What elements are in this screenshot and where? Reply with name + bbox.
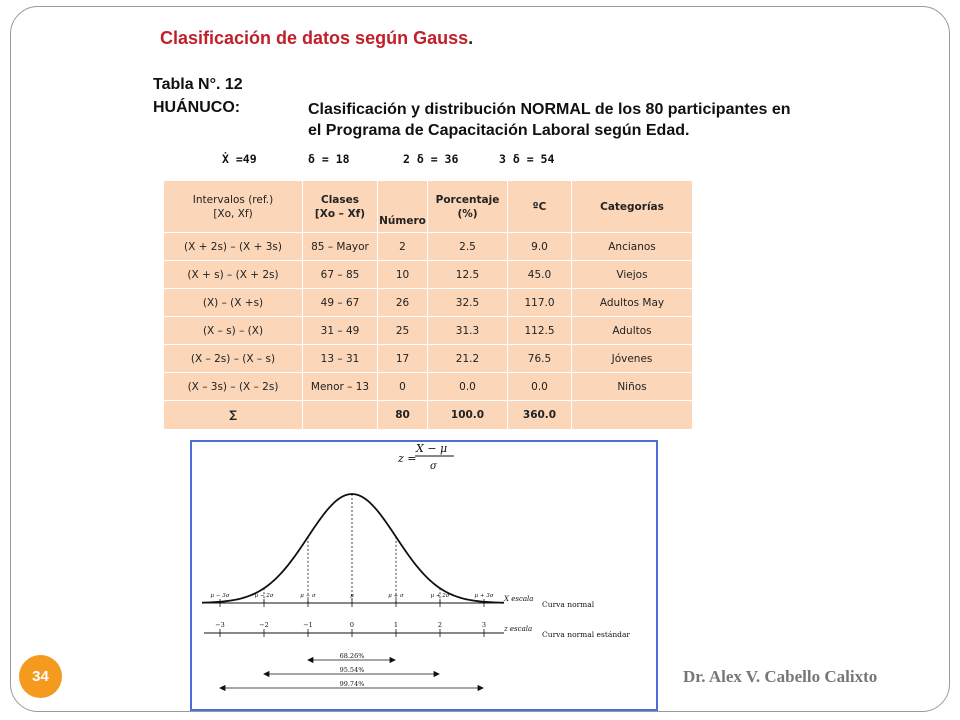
table-total-row (164, 401, 693, 430)
cell-categoria: Viejos (572, 261, 693, 289)
cell-numero: 10 (378, 261, 428, 289)
cell-categoria: Jóvenes (572, 345, 693, 373)
header-categorias: Categorías (572, 181, 693, 233)
cell-intervalo: (X + s) – (X + 2s) (164, 261, 303, 289)
z-tick-label: 3 (481, 621, 487, 629)
cell-categoria: Adultos May (572, 289, 693, 317)
cell-porcentaje: 31.3 (428, 317, 508, 345)
cell-grados: 45.0 (508, 261, 572, 289)
cell-porcentaje: 12.5 (428, 261, 508, 289)
z-scale-label: z escala (504, 625, 533, 633)
total-numero: 80 (378, 401, 428, 430)
sd-lines (220, 494, 484, 603)
cell-grados: 112.5 (508, 317, 572, 345)
cell-intervalo: (X) – (X +s) (164, 289, 303, 317)
author-footer: Dr. Alex V. Cabello Calixto (683, 667, 878, 686)
mean-stat: Ẋ =49 (222, 152, 257, 166)
x-tick-label: μ − σ (300, 593, 316, 599)
cell-clase: 13 – 31 (303, 345, 378, 373)
sum-symbol: ∑ (164, 401, 303, 430)
table-row (164, 317, 693, 345)
cell-categoria: Niños (572, 373, 693, 401)
pct-3s-label: 99.74% (339, 680, 365, 688)
slide-title: Clasificación de datos según Gauss. (160, 28, 474, 48)
x-tick-label: μ + 2σ (430, 593, 450, 599)
cell-intervalo: (X – s) – (X) (164, 317, 303, 345)
header-intervalos: Intervalos (ref.) [Xo, Xf) (164, 181, 303, 233)
formula-numerator: X − μ (416, 442, 448, 455)
sd3-stat: 3 δ = 54 (499, 152, 555, 166)
page-number-badge: 34 (19, 655, 62, 698)
cell-grados: 117.0 (508, 289, 572, 317)
cell-numero: 17 (378, 345, 428, 373)
cell-clase-empty (303, 401, 378, 430)
cell-grados: 0.0 (508, 373, 572, 401)
cell-numero: 26 (378, 289, 428, 317)
classification-table (163, 180, 693, 430)
x-tick-label: μ (350, 593, 354, 599)
z-ticks (215, 621, 486, 637)
table-header-row (164, 181, 693, 233)
cell-porcentaje: 2.5 (428, 233, 508, 261)
location-label: HUÁNUCO: (153, 99, 241, 116)
header-numero: Número (378, 181, 428, 233)
table-description: Clasificación y distribución NORMAL de los 80 participantes en el Programa de Capacitación Laboral según Edad. (308, 101, 791, 139)
formula-denominator: σ (430, 461, 437, 472)
x-tick-label: μ + σ (388, 593, 404, 599)
x-tick-label: μ + 3σ (474, 593, 494, 599)
curve-normal-label: Curva normal (542, 600, 595, 609)
cell-numero: 0 (378, 373, 428, 401)
total-grados: 360.0 (508, 401, 572, 430)
table-row (164, 261, 693, 289)
pct-1s-label: 68.26% (339, 652, 365, 660)
formula-lhs: z = (398, 452, 417, 465)
cell-intervalo: (X + 2s) – (X + 3s) (164, 233, 303, 261)
cell-grados: 9.0 (508, 233, 572, 261)
cell-porcentaje: 0.0 (428, 373, 508, 401)
table-row (164, 373, 693, 401)
header-clases: Clases [Xo – Xf) (303, 181, 378, 233)
table-row (164, 289, 693, 317)
cell-numero: 2 (378, 233, 428, 261)
total-porcentaje: 100.0 (428, 401, 508, 430)
normal-curve-figure (190, 440, 658, 711)
cell-categoria: Adultos (572, 317, 693, 345)
header-porcentaje: Porcentaje (%) (428, 181, 508, 233)
cell-clase: 31 – 49 (303, 317, 378, 345)
bell-curve (202, 494, 504, 603)
table-label: Tabla N°. 12 (153, 76, 243, 93)
x-tick-label: μ − 2σ (254, 593, 274, 599)
cell-porcentaje: 32.5 (428, 289, 508, 317)
z-tick-label: 1 (393, 621, 399, 629)
cell-porcentaje: 21.2 (428, 345, 508, 373)
z-tick-label: 2 (437, 621, 443, 629)
cell-clase: Menor – 13 (303, 373, 378, 401)
sd2-stat: 2 δ = 36 (403, 152, 459, 166)
x-tick-label: μ − 3σ (210, 593, 230, 599)
x-scale-label: X escala (504, 595, 534, 603)
z-tick-label: −1 (303, 621, 313, 629)
z-tick-label: 0 (349, 621, 355, 629)
curve-standard-label: Curva normal estándar (542, 630, 631, 639)
cell-grados: 76.5 (508, 345, 572, 373)
pct-2s-label: 95.54% (339, 666, 365, 674)
cell-categoria: Ancianos (572, 233, 693, 261)
cell-categoria-empty (572, 401, 693, 430)
table-row (164, 345, 693, 373)
z-tick-label: −2 (259, 621, 269, 629)
cell-clase: 49 – 67 (303, 289, 378, 317)
cell-clase: 85 – Mayor (303, 233, 378, 261)
table-row (164, 233, 693, 261)
z-tick-label: −3 (215, 621, 225, 629)
header-grados: ºC (508, 181, 572, 233)
cell-numero: 25 (378, 317, 428, 345)
normal-curve-svg (192, 442, 656, 709)
cell-clase: 67 – 85 (303, 261, 378, 289)
cell-intervalo: (X – 2s) – (X – s) (164, 345, 303, 373)
cell-intervalo: (X – 3s) – (X – 2s) (164, 373, 303, 401)
sd-stat: δ = 18 (308, 152, 350, 166)
